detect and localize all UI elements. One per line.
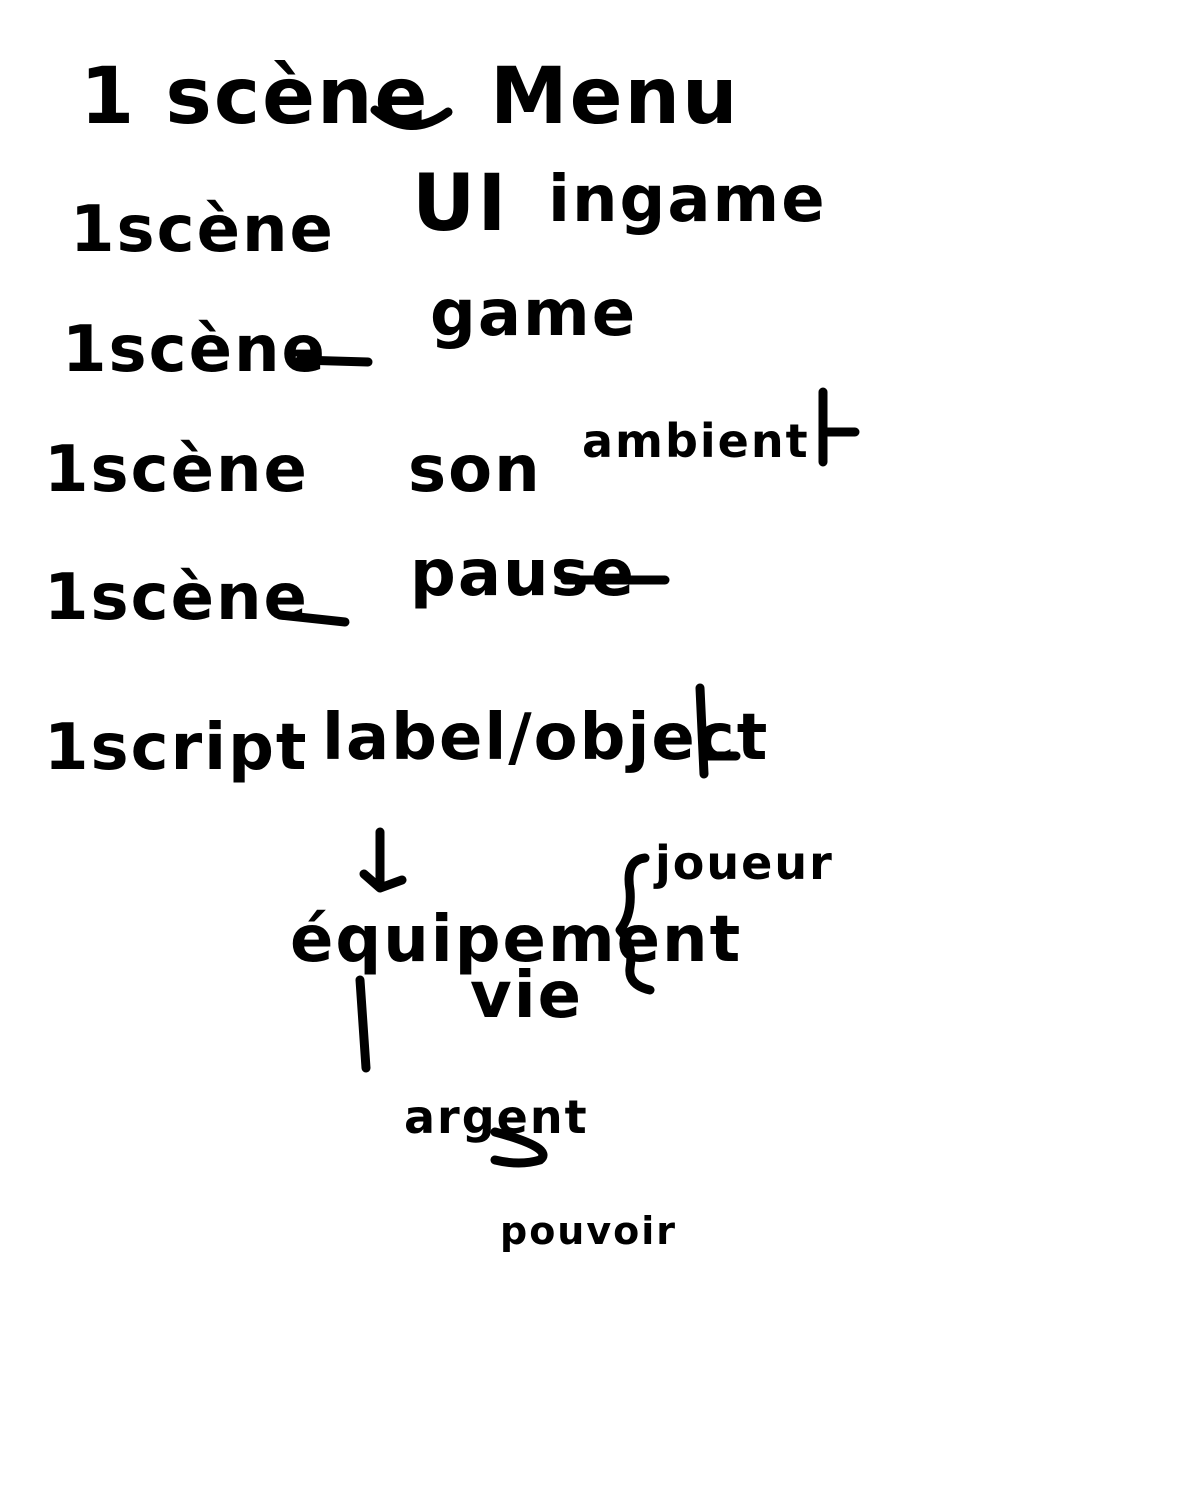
line-4-label: son — [408, 433, 542, 507]
equipment-item-pouvoir: pouvoir — [500, 1209, 678, 1253]
line-2-prefix: 1scène — [70, 193, 335, 267]
equipment-item-vie: vie — [470, 959, 584, 1033]
line-6-label: label/object — [322, 701, 770, 775]
equipment-title: équipement — [290, 903, 743, 977]
line-4-prefix: 1scène — [44, 433, 309, 507]
line-3-label: game — [430, 277, 638, 351]
line-2-label: UI — [412, 159, 509, 249]
line-4-suffix: ambient — [582, 414, 810, 468]
line-3-prefix: 1scène — [62, 313, 327, 387]
equipment-stem — [360, 980, 366, 1068]
ambient-stroke — [823, 392, 855, 462]
brace-group-label: joueur — [655, 836, 834, 890]
down-arrow-icon — [364, 832, 402, 888]
line-2-suffix: ingame — [548, 163, 827, 237]
line-5-prefix: 1scène — [44, 561, 309, 635]
line-5-label: pause — [410, 537, 637, 611]
line-1-prefix: 1 scène — [80, 52, 430, 142]
equipment-item-argent: argent — [404, 1090, 589, 1144]
line-1-label: Menu — [490, 52, 740, 142]
line-6-prefix: 1script — [44, 711, 309, 785]
